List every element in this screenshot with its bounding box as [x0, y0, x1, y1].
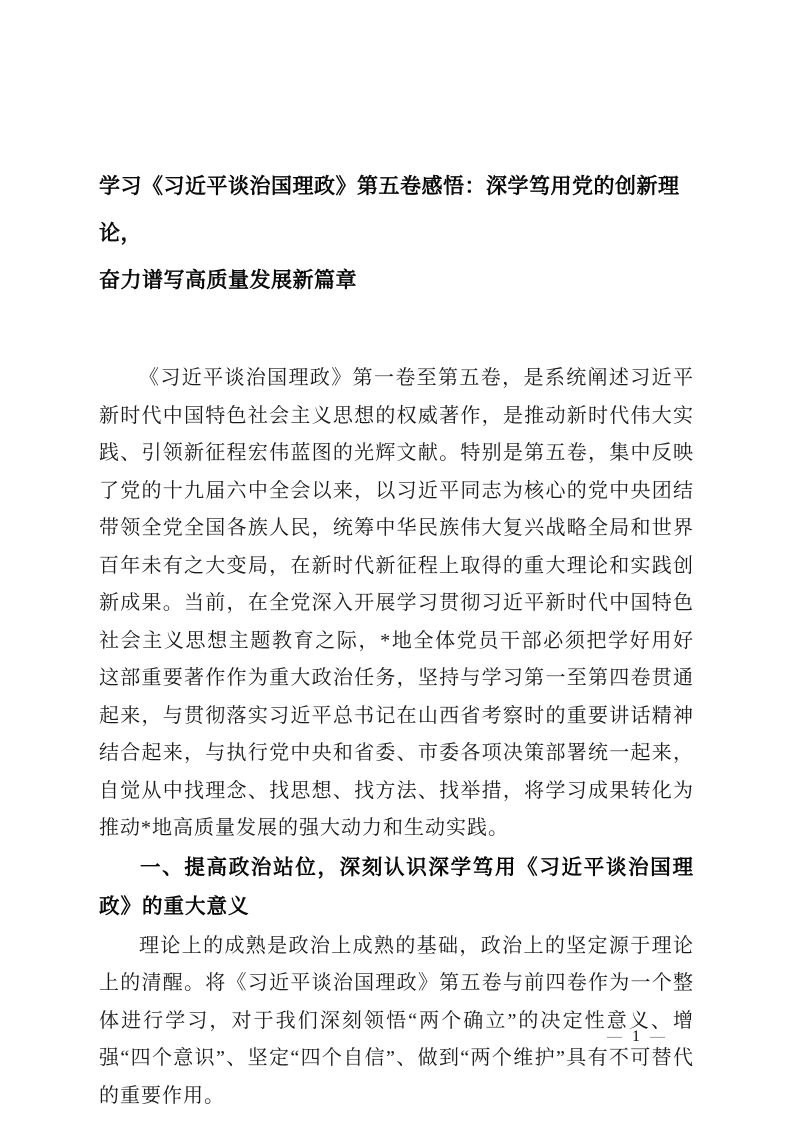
title-line-1: 学习《习近平谈治国理政》第五卷感悟：深学笃用党的创新理论，: [99, 175, 680, 245]
paragraph-section-1: 理论上的成熟是政治上成熟的基础，政治上的坚定源于理论上的清醒。将《习近平谈治国理政》第五卷与前四卷作为一个整体进行学习，对于我们深刻领悟“两个确立”的决定性意义、增强“四个意识”、坚定“四个自信”、做到“两个维护”具有不可替代的重要作用。: [99, 934, 694, 1107]
title-line-2: 奋力谱写高质量发展新篇章: [99, 269, 357, 292]
footer-dash-left: —: [607, 1028, 622, 1045]
paragraph-intro: 《习近平谈治国理政》第一卷至第五卷，是系统阐述习近平新时代中国特色社会主义思想的权威著作，是推动新时代伟大实践、引领新征程宏伟蓝图的光辉文献。特别是第五卷，集中反映了党的十九届六中全会以来，以习近平同志为核心的党中央团结带领全党全国各族人民，统筹中华民族伟大复兴战略全局和世界百年未有之大变局，在新时代新征程上取得的重大理论和实践创新成果。当前，在全党深入开展学习贯彻习近平新时代中国特色社会主义思想主题教育之际，*地全体党员干部必须把学好用好这部重要著作作为重大政治任务，坚持与学习第一至第四卷贯通起来，与贯彻落实习近平总书记在山西省考察时的重要讲话精神结合起来，与执行党中央和省委、市委各项决策部署统一起来，自觉从中找理念、找思想、找方法、找举措，将学习成果转化为推动*地高质量发展的强大动力和生动实践。: [99, 367, 694, 839]
page-footer: [607, 1028, 665, 1046]
section-heading-1: 一、提高政治站位，深刻认识深学笃用《习近平谈治国理政》的重大意义: [99, 855, 694, 918]
document-title: [99, 163, 694, 304]
footer-dash-right: —: [650, 1028, 665, 1045]
page-number: 1: [632, 1028, 640, 1045]
